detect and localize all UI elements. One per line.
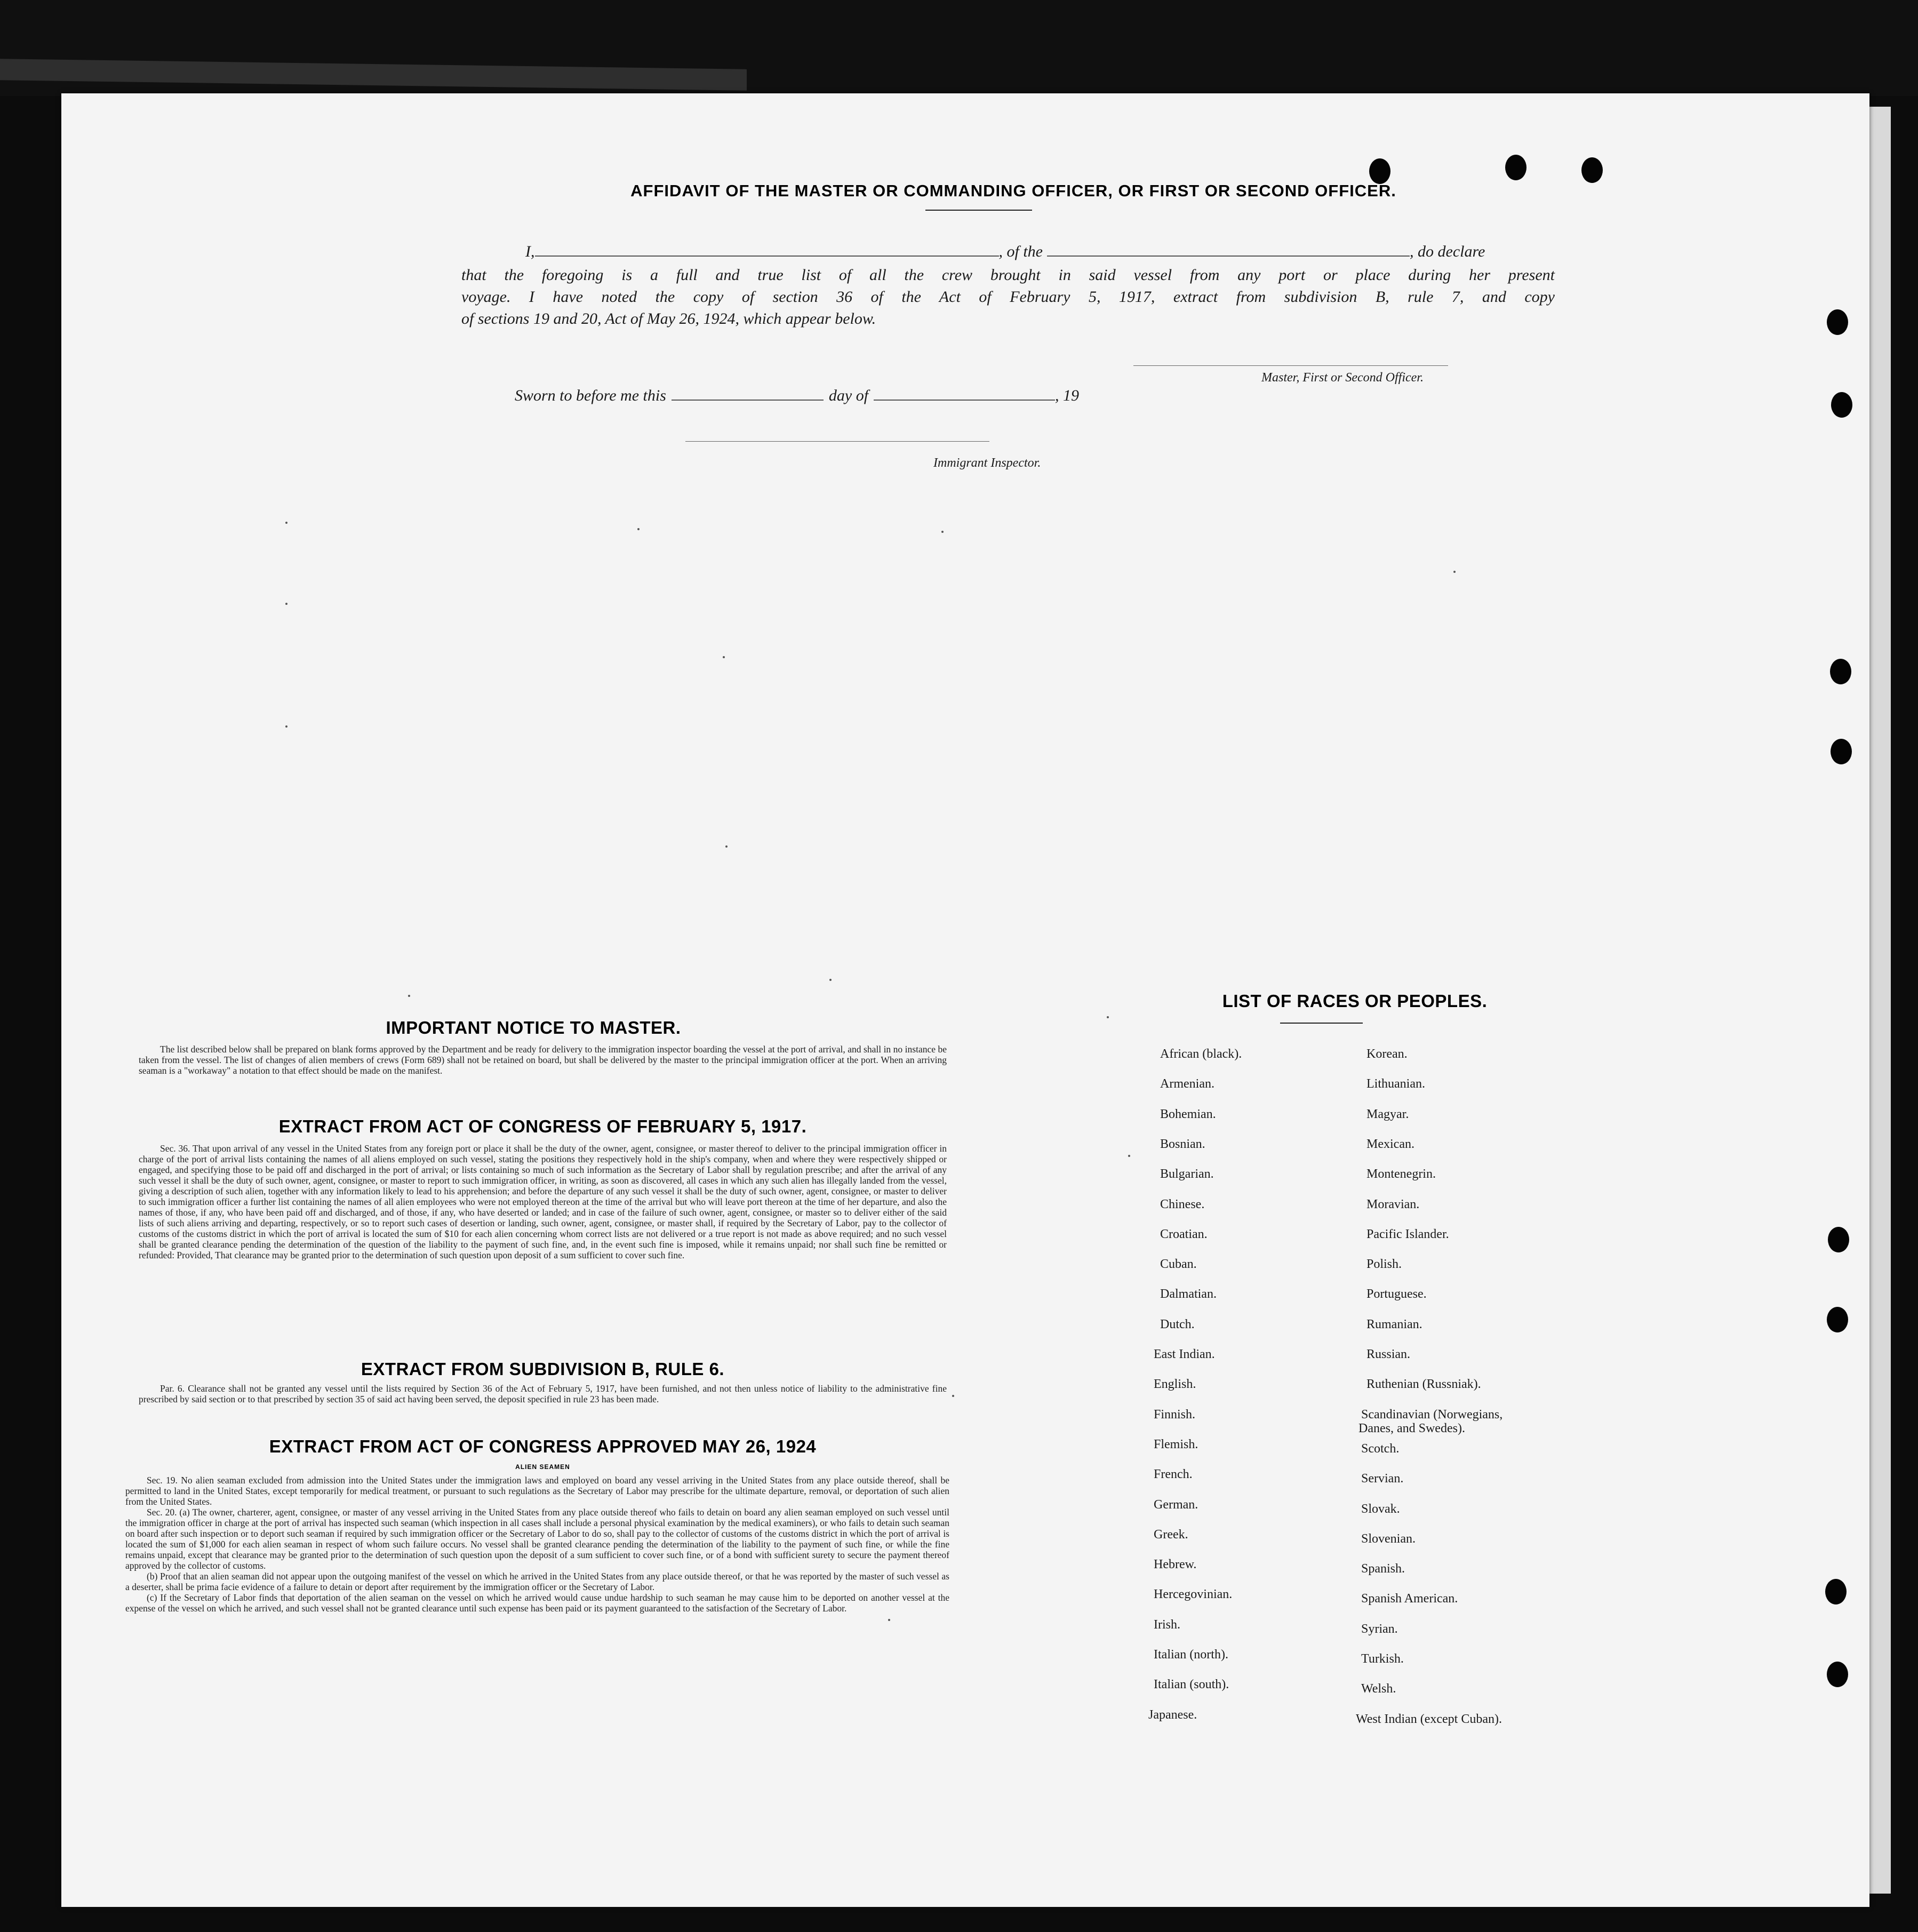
declaration-line: voyage. I have noted the copy of section 36 of the Act of February 5, 1917, extract from subdivision B, rule 7, and copy xyxy=(461,288,1555,306)
day-blank[interactable] xyxy=(672,400,824,401)
bleed-through-mark xyxy=(637,528,640,530)
race-item: Finnish. xyxy=(1154,1407,1196,1422)
races-title-underline xyxy=(1280,1023,1363,1024)
month-blank[interactable] xyxy=(874,400,1055,401)
paper-edge xyxy=(1869,107,1891,1894)
race-item: African (black). xyxy=(1160,1047,1242,1061)
bleed-through-mark xyxy=(829,979,832,981)
extract-1917-title: EXTRACT FROM ACT OF CONGRESS OF FEBRUARY 5, 1917. xyxy=(278,1116,807,1136)
race-item: Hebrew. xyxy=(1154,1558,1197,1572)
race-item: Syrian. xyxy=(1361,1622,1398,1636)
extract-1917-text xyxy=(139,1143,947,1260)
bleed-through-mark xyxy=(888,1619,890,1621)
document-page xyxy=(61,93,1869,1907)
section-20a-paragraph: Sec. 20. (a) The owner, charterer, agent, consignee, or master of any vessel arriving in the United States from any place outside thereof who fails to detain on board any alien seaman employed on such vessel until the immigration officer in charge at the port of arrival has inspected such seaman (which inspection in all cases shall include a personal physical examination by the medical examiners), or who fails to detain such seaman on board after such inspection or to deport such seaman if required by such immigration officer or the Secretary of Labor to do so, shall pay to the collector of customs of the customs district in which the port of arrival is located the sum of $1,000 for each alien seaman in respect of whom such failure occurs. No vessel shall be granted clearance pending the determination of the liability to the payment of such fine, or while the fine remains unpaid, except that clearance may be granted prior to the determination of such question upon the deposit of a sum sufficient to cover such fine, or of a bond with sufficient surety to secure the payment thereof approved by the collector of customs. xyxy=(125,1507,949,1571)
name-blank[interactable] xyxy=(535,256,999,257)
section-36-paragraph: Sec. 36. That upon arrival of any vessel in the United States from any foreign port or place it shall be the duty of the owner, agent, consignee, or master thereof to deliver to the principal immigration officer in charge of the port of arrival lists containing the names of all aliens employed on such vessel, stating the positions they respectively hold in the ship's company, when and where they were respectively shipped or engaged, and specifying those to be paid off and discharged in the port of arrival; or lists containing so much of such information as the Secretary of Labor shall by regulation prescribe; and after the arrival of any such vessel it shall be the duty of such owner, agent, consignee, or master to report to such immigration officer, in writing, as soon as discovered, all cases in which any such alien has illegally landed from the vessel, giving a description of such alien, together with any information likely to lead to his apprehension; and before the departure of any such vessel it shall be the duty of such owner, agent, consignee, or master to deliver to such immigration officer a further list containing the names of all alien employees who were not employed thereon at the time of the arrival but who will leave port thereon at the time of her departure, and also the names of those, if any, who have been paid off and discharged, and of those, if any, who have deserted or landed; and in case of the failure of such owner, agent, consignee, or master so to deliver either of the said lists of such aliens arriving and departing, respectively, or so to report such cases of desertion or landing, such owner, agent, consignee, or master shall, if required by the Secretary of Labor, pay to the collector of customs of the customs district in which the port of arrival is located the sum of $10 for each alien concerning whom correct lists are not delivered or a true report is not made as above required; and no such vessel shall be granted clearance pending the determination of the question of the liability to the payment of such fine, and, in the event such fine is imposed, while it remains unpaid; nor shall such fine be remitted or refunded: Provided, That clearance may be granted prior to the determination of such question upon deposit of a sum sufficient to cover such fine. xyxy=(139,1143,947,1260)
race-item: Italian (north). xyxy=(1154,1648,1228,1662)
extract-rule6-text xyxy=(139,1383,947,1404)
punch-hole xyxy=(1369,158,1390,184)
race-item: Scandinavian (Norwegians, xyxy=(1361,1407,1503,1422)
affidavit-title: AFFIDAVIT OF THE MASTER OR COMMANDING OFFICER, OR FIRST OR SECOND OFFICER. xyxy=(630,181,1396,200)
extract-1924-text xyxy=(125,1475,949,1614)
race-item: Dalmatian. xyxy=(1160,1287,1217,1302)
race-item: Bohemian. xyxy=(1160,1107,1216,1121)
race-item: Rumanian. xyxy=(1366,1317,1422,1331)
races-title: LIST OF RACES OR PEOPLES. xyxy=(1222,991,1488,1011)
race-item: Greek. xyxy=(1154,1527,1188,1542)
section-19-paragraph: Sec. 19. No alien seaman excluded from admission into the United States under the immigration laws and employed on board any vessel arriving in the United States from any place outside thereof, shall be permitted to land in the United States, except temporarily for medical treatment, or pursuant to such regulations as the Secretary of Labor may prescribe for the ultimate departure, removal, or deportation of such alien from the United States. xyxy=(125,1475,949,1507)
race-item: Spanish. xyxy=(1361,1562,1405,1576)
section-20c-paragraph: (c) If the Secretary of Labor finds that deportation of the alien seaman on the vessel on which he arrived would cause undue hardship to such seaman he may cause him to be deported on another vessel at the expense of the vessel on which he arrived, and such vessel shall not be granted clearance until such expense has been paid or its payment guaranteed to the satisfaction of the Secretary of Labor. xyxy=(125,1592,949,1614)
punch-hole xyxy=(1581,157,1603,183)
punch-hole xyxy=(1505,155,1527,180)
master-signature-label: Master, First or Second Officer. xyxy=(1261,371,1424,385)
notice-text xyxy=(139,1044,947,1076)
race-item: Armenian. xyxy=(1160,1077,1214,1091)
declare-of-the: , of the xyxy=(998,243,1043,260)
race-item: West Indian (except Cuban). xyxy=(1356,1712,1502,1726)
race-item: Slovak. xyxy=(1361,1502,1400,1516)
declaration-body xyxy=(461,264,1555,330)
race-item: Bulgarian. xyxy=(1160,1167,1214,1181)
bleed-through-mark xyxy=(285,603,287,605)
race-item: German. xyxy=(1154,1497,1198,1512)
race-item: Turkish. xyxy=(1361,1652,1404,1666)
alien-seamen-subtitle: ALIEN SEAMEN xyxy=(515,1463,570,1471)
bleed-through-mark xyxy=(408,995,410,997)
declare-i: I, xyxy=(525,243,535,260)
punch-hole xyxy=(1827,1662,1848,1687)
punch-hole xyxy=(1831,739,1852,764)
race-item: East Indian. xyxy=(1154,1347,1215,1361)
title-underline xyxy=(925,210,1032,211)
master-signature-line[interactable] xyxy=(1133,365,1448,366)
race-item: Dutch. xyxy=(1160,1317,1195,1331)
sworn-line xyxy=(515,387,1079,405)
bleed-through-mark xyxy=(723,656,725,658)
race-item: Moravian. xyxy=(1366,1197,1420,1211)
race-item: Portuguese. xyxy=(1366,1287,1427,1302)
race-item: Chinese. xyxy=(1160,1197,1205,1211)
extract-1924-title: EXTRACT FROM ACT OF CONGRESS APPROVED MAY 26, 1924 xyxy=(269,1436,817,1456)
extract-rule6-title: EXTRACT FROM SUBDIVISION B, RULE 6. xyxy=(361,1359,725,1379)
notice-paragraph: The list described below shall be prepared on blank forms approved by the Department and be ready for delivery to the immigration inspector boarding the vessel at the port of arrival, and shall in no instance be taken from the vessel. The list of changes of alien members of crews (Form 689) shall not be retained on board, but shall be delivered by the master to the principal immigration officer at the port. When an arriving seaman is a "workaway" a notation to that effect should be made on the manifest. xyxy=(139,1044,947,1076)
race-item-continuation: Danes, and Swedes). xyxy=(1358,1422,1465,1435)
bleed-through-mark xyxy=(952,1395,954,1397)
bleed-through-mark xyxy=(1128,1155,1130,1157)
declaration-line: that the foregoing is a full and true list of all the crew brought in said vessel from any port or place during her present xyxy=(461,266,1555,284)
sworn-day-of: day of xyxy=(828,387,869,404)
punch-hole xyxy=(1827,309,1848,335)
bleed-through-mark xyxy=(941,531,944,533)
race-item: Lithuanian. xyxy=(1366,1077,1425,1091)
inspector-label: Immigrant Inspector. xyxy=(933,456,1041,470)
race-item: Scotch. xyxy=(1361,1441,1400,1456)
bleed-through-mark xyxy=(1107,1016,1109,1018)
race-item: French. xyxy=(1154,1467,1193,1482)
rule-6-paragraph: Par. 6. Clearance shall not be granted any vessel until the lists required by Section 36 of the Act of February 5, 1917, have been furnished, and not then unless notice of liability to the administrative fine prescribed by said section or to that prescribed by section 35 of said act having been served, the deposit specified in rule 23 has been made. xyxy=(139,1383,947,1404)
race-item: Korean. xyxy=(1366,1047,1408,1061)
declare-line xyxy=(525,243,1485,261)
punch-hole xyxy=(1825,1579,1847,1604)
race-item: Italian (south). xyxy=(1154,1678,1229,1692)
notice-title: IMPORTANT NOTICE TO MASTER. xyxy=(386,1018,681,1037)
declaration-line: of sections 19 and 20, Act of May 26, 1924, which appear below. xyxy=(461,310,876,328)
sworn-prefix: Sworn to before me this xyxy=(515,387,666,404)
race-item: Hercegovinian. xyxy=(1154,1587,1233,1602)
race-item: Slovenian. xyxy=(1361,1531,1416,1546)
race-item: Ruthenian (Russniak). xyxy=(1366,1377,1481,1392)
race-item: Irish. xyxy=(1154,1617,1180,1632)
race-item: English. xyxy=(1154,1377,1196,1392)
punch-hole xyxy=(1828,1227,1849,1252)
bleed-through-mark xyxy=(285,725,287,728)
inspector-signature-line[interactable] xyxy=(685,441,989,442)
race-item: Flemish. xyxy=(1154,1437,1198,1451)
bleed-through-mark xyxy=(725,845,728,848)
race-item: Bosnian. xyxy=(1160,1137,1205,1151)
punch-hole xyxy=(1830,659,1851,684)
race-item: Welsh. xyxy=(1361,1682,1396,1696)
race-item: Mexican. xyxy=(1366,1137,1414,1151)
race-item: Spanish American. xyxy=(1361,1592,1458,1606)
declare-do-declare: , do declare xyxy=(1410,243,1485,260)
race-item: Russian. xyxy=(1366,1347,1411,1361)
sworn-year: , 19 xyxy=(1055,387,1080,404)
section-20b-paragraph: (b) Proof that an alien seaman did not appear upon the outgoing manifest of the vessel on which he arrived in the United States from any place outside thereof, or that he was reported by the master of such vessel as a deserter, shall be prima facie evidence of a failure to detain or deport after requirement by the immigration officer or the Secretary of Labor. xyxy=(125,1571,949,1592)
vessel-blank[interactable] xyxy=(1047,256,1410,257)
race-item: Servian. xyxy=(1361,1472,1404,1486)
race-item: Polish. xyxy=(1366,1257,1402,1272)
punch-hole xyxy=(1831,392,1852,418)
race-item: Japanese. xyxy=(1148,1707,1197,1722)
race-item: Croatian. xyxy=(1160,1227,1208,1241)
punch-hole xyxy=(1827,1307,1848,1332)
race-item: Magyar. xyxy=(1366,1107,1409,1121)
race-item: Cuban. xyxy=(1160,1257,1197,1272)
race-item: Montenegrin. xyxy=(1366,1167,1436,1181)
bleed-through-mark xyxy=(285,522,287,524)
race-item: Pacific Islander. xyxy=(1366,1227,1449,1241)
bleed-through-mark xyxy=(1453,571,1456,573)
